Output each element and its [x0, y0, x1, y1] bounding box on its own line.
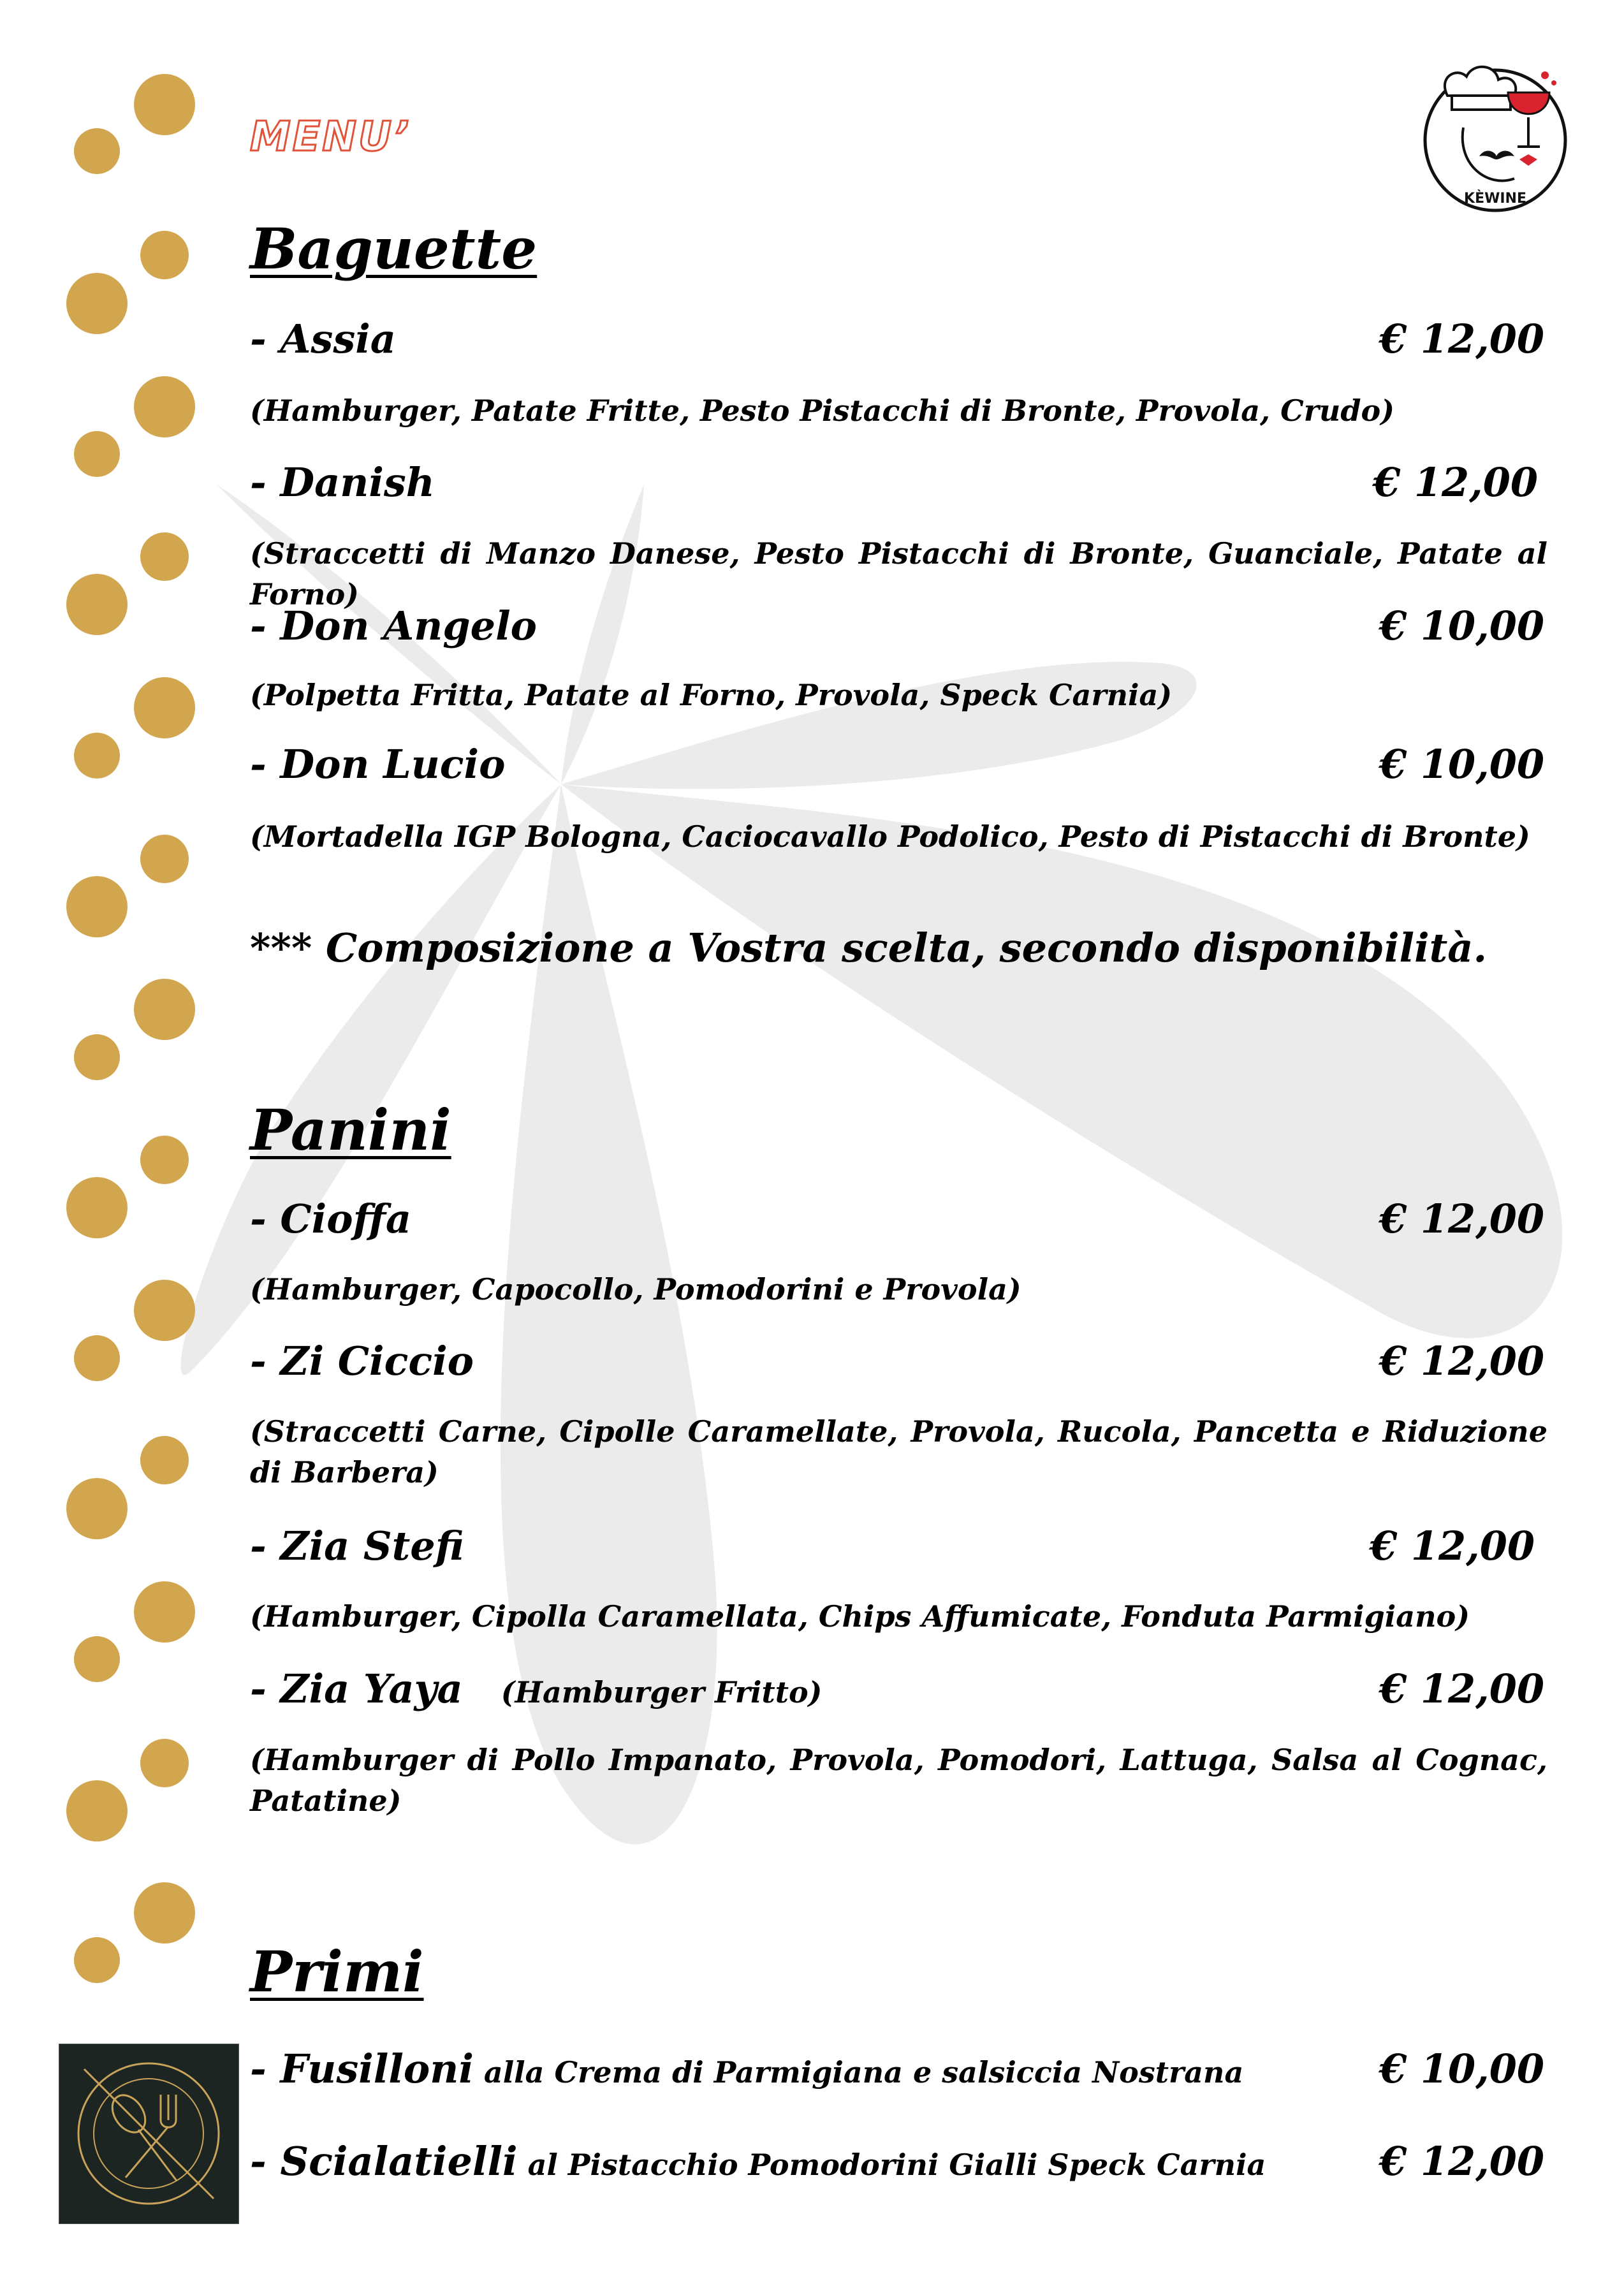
item-name: - Cioffa: [250, 1196, 412, 1242]
item-price: € 10,00: [1379, 741, 1544, 787]
primi-item: [250, 2046, 1243, 2092]
item-price: € 10,00: [1379, 603, 1544, 649]
item-description: (Hamburger, Patate Fritte, Pesto Pistacchi di Bronte, Provola, Crudo): [250, 393, 1394, 428]
item-description: (Polpetta Fritta, Patate al Forno, Provola, Speck Carnia): [250, 678, 1173, 712]
item-price: € 12,00: [1379, 1196, 1544, 1242]
item-description: (Mortadella IGP Bologna, Caciocavallo Podolico, Pesto di Pistacchi di Bronte): [250, 819, 1530, 854]
item-price: € 12,00: [1373, 459, 1538, 506]
logo-text: KÈWINE: [1464, 191, 1526, 207]
primi-item-detail: al Pistacchio Pomodorini Gialli Speck Carnia: [517, 2148, 1266, 2182]
item-price: € 12,00: [1379, 316, 1544, 362]
primi-item-detail: alla Crema di Parmigiana e salsiccia Nostrana: [473, 2055, 1244, 2090]
primi-item-name: - Fusilloni: [250, 2046, 474, 2092]
item-description: (Straccetti Carne, Cipolle Caramellate, Provola, Rucola, Pancetta e Riduzione di Barbera): [250, 1414, 1547, 1490]
item-name: - Don Lucio: [250, 741, 506, 787]
item-description: (Hamburger, Cipolla Caramellata, Chips Affumicate, Fonduta Parmigiano): [250, 1599, 1470, 1634]
chef-wine-glass-logo-icon: [1412, 51, 1578, 217]
primi-item: [250, 2138, 1266, 2185]
section-title-baguette: Baguette: [250, 216, 538, 282]
item-name: - Assia: [250, 316, 396, 362]
item-name-extra: (Hamburger Fritto): [501, 1675, 823, 1710]
item-description: (Straccetti di Manzo Danese, Pesto Pistacchi di Bronte, Guanciale, Patate al Forno): [250, 536, 1547, 611]
composition-note: *** Composizione a Vostra scelta, secondo disponibilità.: [250, 925, 1488, 971]
item-price: € 12,00: [1379, 1338, 1544, 1384]
section-title-primi: Primi: [250, 1938, 424, 2005]
item-price: € 12,00: [1379, 2138, 1544, 2185]
plate-fork-spoon-icon: [59, 2044, 239, 2224]
item-description: (Hamburger, Capocollo, Pomodorini e Provola): [250, 1272, 1021, 1307]
item-name: - Don Angelo: [250, 603, 537, 649]
item-name: [250, 1666, 822, 1712]
item-name: - Zi Ciccio: [250, 1338, 474, 1384]
section-title-panini: Panini: [250, 1097, 451, 1163]
menu-title: MENU’: [250, 113, 411, 161]
item-price: € 12,00: [1370, 1523, 1535, 1569]
item-description: (Hamburger di Pollo Impanato, Provola, Pomodori, Lattuga, Salsa al Cognac, Patatine): [250, 1743, 1547, 1818]
item-name: - Danish: [250, 459, 435, 506]
primi-item-name: - Scialatielli: [250, 2138, 518, 2185]
item-name-label: - Zia Yaya: [250, 1666, 463, 1712]
item-price: € 12,00: [1379, 1666, 1544, 1712]
item-name: - Zia Stefi: [250, 1523, 464, 1569]
item-price: € 10,00: [1379, 2046, 1544, 2092]
